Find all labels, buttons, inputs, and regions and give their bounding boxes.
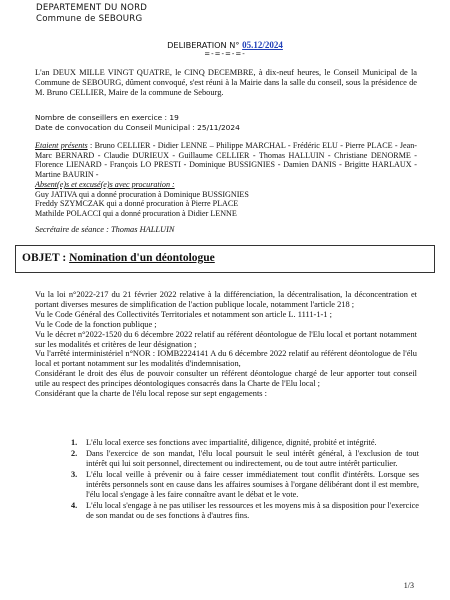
meeting-meta [35,113,417,132]
list-item-text: L'élu local s'engage à ne pas utiliser les ressources et les moyens mis à sa disposition pour l'exercice de son mandat ou de ses fonctions à d'autres fins. [86,501,419,520]
attendance-block [35,141,417,219]
conseillers-count: Nombre de conseillers en exercice : 19 [35,113,179,122]
procuration-2: Mathilde POLACCI qui a donné procuration à Didier LENNE [35,208,237,218]
list-item-text: L'élu local veille à prévenir ou à faire cesser immédiatement tout conflit d'intérêts. Lorsque ses intérêts personnels sont en cause dans les affaires soumises à l'organe délibérant dont il est membre, l'élu local s'engage à les faire connaître avant le débat et le vote. [86,470,419,499]
objet-heading [22,252,215,264]
page-number: 1/3 [403,581,414,590]
objet-box [15,245,435,273]
list-item-number: 3. [71,470,78,479]
list-item [71,449,419,469]
convocation-date: Date de convocation du Conseil Municipal : 25/11/2024 [35,122,240,132]
absents-label: Absent(e)s et excusé(e)s avec procuration : [35,179,175,189]
procuration-0: Guy JATIVA qui a donné procuration à Dominique BUSSIGNIES [35,189,249,199]
departement-label: DEPARTEMENT DU NORD [36,3,148,13]
presents-paragraph [35,141,417,180]
list-item-text: Dans l'exercice de son mandat, l'élu local poursuit le seul intérêt général, à l'exclusion de tout intérêt qui lui soit personnel, directement ou indirectement, ou de tout autre intérêt particulier. [86,449,419,468]
list-item [71,501,419,521]
considerant-1: Vu le Code Général des Collectivités Territoriales et notamment son article L. 1111-1-1 ; [35,309,332,319]
procuration-1: Freddy SZYMCZAK qui a donné procuration à Pierre PLACE [35,199,239,209]
list-item-number: 4. [71,501,78,510]
secretaire-line: Secrétaire de séance : Thomas HALLUIN [35,225,175,234]
presents-label: Etaient présents [35,141,88,150]
list-item [71,470,419,500]
list-item-number: 2. [71,449,78,458]
considerants-block [35,290,417,399]
document-header [36,3,147,25]
considerant-6: Considérant que la charte de l'élu local repose sur sept engagements : [35,389,267,399]
deliberation-number: 05.12/2024 [242,40,283,50]
objet-title: Nomination d'un déontologue [69,252,215,264]
considerant-0: Vu la loi n°2022-217 du 21 février 2022 relative à la différenciation, la décentralisation, la déconcentration et portant diverses mesures de simplification de l'action publique locale, notamment l'article 218 ; [35,290,417,309]
intro-paragraph: L'an DEUX MILLE VINGT QUATRE, le CINQ DECEMBRE, à dix-neuf heures, le Conseil Municipal de la Commune de SEBOURG, dûment convoqué, s'est réuni à la Mairie dans la salle du conseil, sous la présidence de M. Bruno CELLIER, Maire de la commune de Sebourg. [35,68,417,98]
considerant-3: Vu le décret n°2022-1520 du 6 décembre 2022 relatif au référent déontologue de l'Elu local et portant notamment sur les modalités et critères de leur désignation ; [35,329,417,349]
separator: =-=-=-=- [204,50,246,58]
list-item-text: L'élu local exerce ses fonctions avec impartialité, diligence, dignité, probité et intégrité. [86,438,377,447]
list-item [71,438,419,448]
considerant-4: Vu l'arrêté interministériel n°NOR : IOMB2224141 A du 6 décembre 2022 relatif au référent déontologue de l'élu local et portant notamment sur les modalités d'indemnisation, [35,349,417,369]
engagements-list [71,438,419,522]
objet-label: OBJET : [22,252,67,264]
considerant-2: Vu le Code de la fonction publique ; [35,319,157,329]
list-item-number: 1. [71,438,78,447]
deliberation-label: DELIBERATION N° [167,40,240,50]
commune-label: Commune de SEBOURG [36,14,143,24]
considerant-5: Considérant le droit des élus de pouvoir consulter un référent déontologue chargé de leur apporter tout conseil utile au respect des principes déontologiques consacrés dans la Charte de l'Elu local ; [35,369,417,389]
deliberation-heading [0,40,450,59]
presents-list: : Bruno CELLIER - Didier LENNE – Philippe MARCHAL - Frédéric ELU - Pierre PLACE - Jean-Marc BERNARD - Claudie DURIEUX - Guillaume CELLIER - Thomas HALLUIN - Christiane DENORME - Florence LIENARD - François LO PRESTI - Dominique BUSSIGNIES - Damien DANIS - Brigitte HARLAUX - Martine BAURIN - [35,141,417,180]
